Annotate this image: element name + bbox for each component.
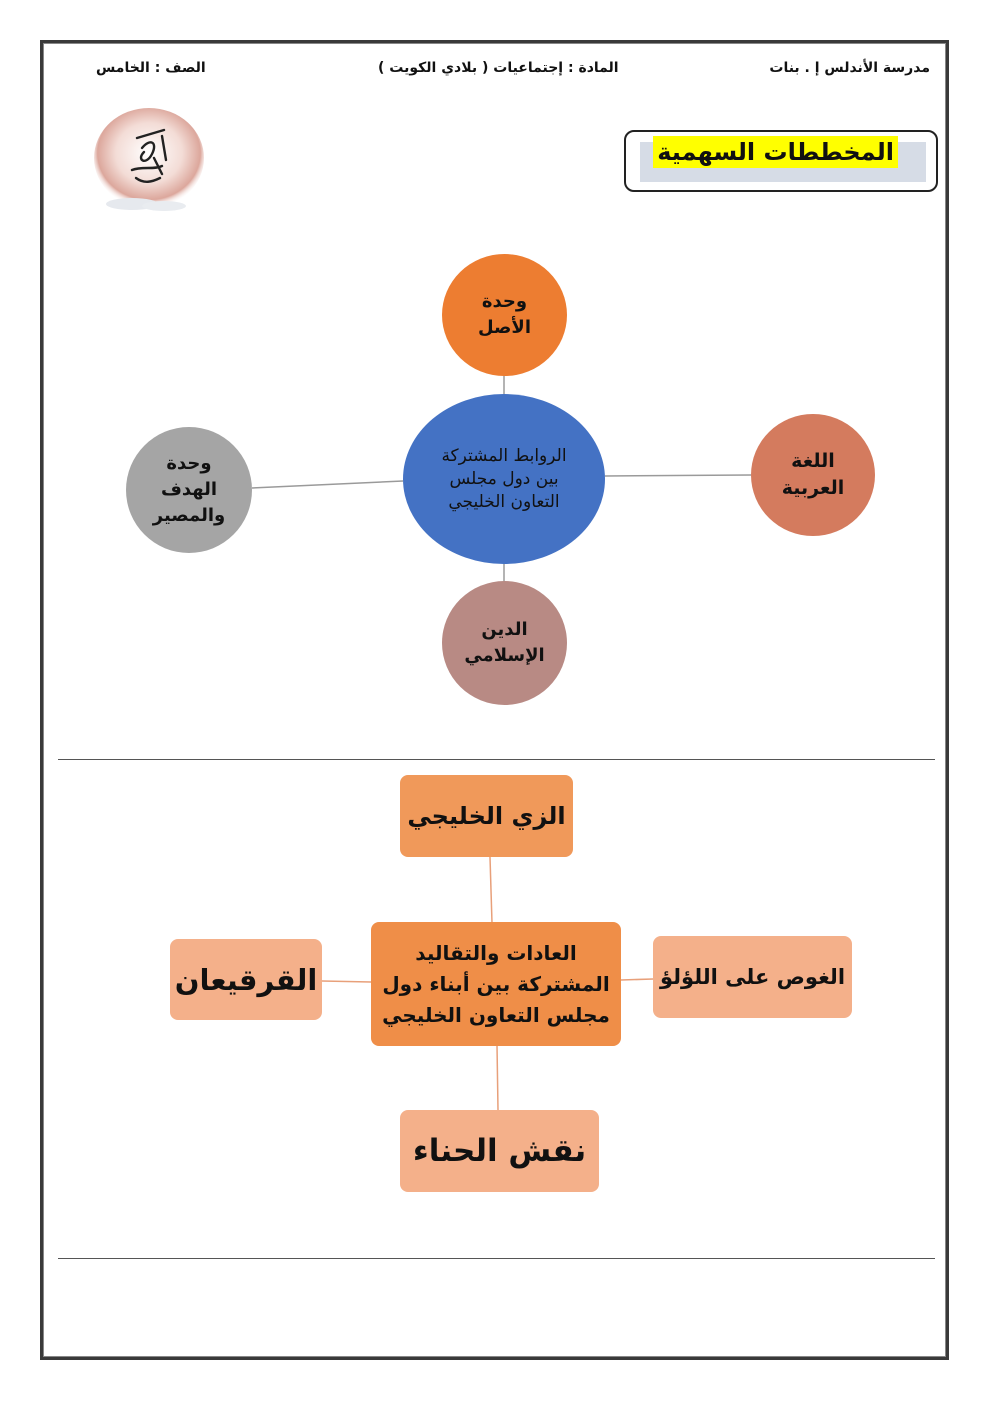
node-center-customs [371, 922, 621, 1046]
node-pearl-diving [653, 936, 852, 1018]
node-henna [400, 1110, 599, 1192]
grade-label: الصف : الخامس [96, 60, 206, 76]
node-gulf-dress [400, 775, 573, 857]
node-center-common-links-label: الروابط المشتركة بين دول مجلس التعاون الخليجي [441, 445, 567, 512]
node-islamic-religion-label: الدين الإسلامي [464, 619, 545, 666]
node-islamic-religion [442, 581, 567, 705]
node-qarqian [170, 939, 322, 1020]
subject-label: المادة : إجتماعيات ( بلادي الكويت ) [378, 60, 619, 76]
node-arabic-language-label: اللغة العربية [781, 450, 845, 499]
node-unity-of-origin [442, 254, 567, 376]
node-pearl-diving-label: الغوص على اللؤلؤ [660, 965, 846, 989]
divider-top [58, 759, 935, 760]
node-unity-of-goal [126, 427, 252, 553]
node-unity-of-goal-label: وحدة الهدف والمصير [152, 453, 226, 526]
node-gulf-dress-label: الزي الخليجي [407, 802, 566, 830]
page-title: المخططات السهمية [653, 136, 898, 168]
node-qarqian-label: القرقيعان [174, 962, 318, 997]
school-name: مدرسة الأندلس إ . بنات [769, 60, 930, 76]
divider-bottom [58, 1258, 935, 1259]
node-center-customs-label: العادات والتقاليد المشتركة بين أبناء دول مجلس التعاون الخليجي [382, 940, 610, 1027]
node-unity-of-origin-label: وحدة الأصل [477, 291, 532, 338]
node-henna-label: نقش الحناء [412, 1133, 587, 1169]
node-arabic-language [751, 414, 875, 536]
node-center-common-links [403, 394, 605, 564]
